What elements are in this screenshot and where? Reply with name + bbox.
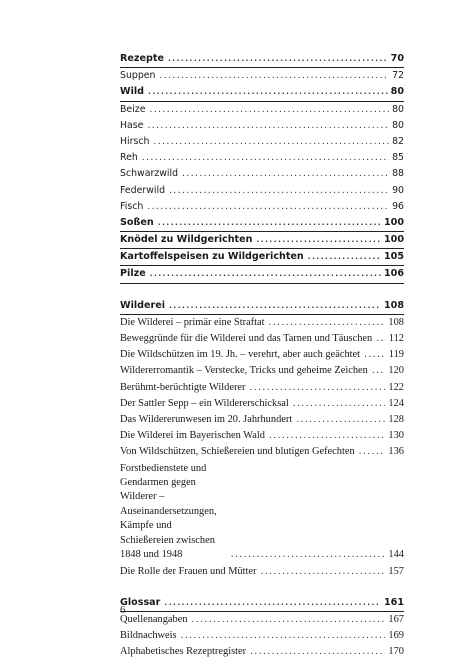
toc-entry: [120, 380, 404, 396]
toc-entry-title: Pilze: [120, 268, 146, 280]
toc-chapter-entry: [120, 51, 404, 67]
toc-entry-page: 88: [392, 168, 404, 180]
dot-leader: [260, 564, 386, 580]
toc-entry: [120, 347, 404, 363]
toc-entry-page: 167: [388, 613, 404, 625]
toc-entry-page: 108: [388, 316, 404, 328]
toc-entry-page: 112: [388, 333, 404, 344]
toc-entry-title: Die Wildschützen im 19. Jh. – verehrt, aber auch geächtet: [120, 349, 361, 361]
toc-entry-page: 128: [388, 413, 404, 425]
toc-entry: [120, 412, 404, 428]
toc-entry: [120, 461, 404, 565]
toc-entry-page: 85: [392, 152, 404, 164]
toc-entry: [120, 68, 404, 84]
toc-entry-page: 122: [388, 381, 404, 393]
section-gap: [120, 284, 404, 298]
dot-leader: [255, 232, 380, 248]
dot-leader: [153, 134, 390, 150]
toc-entry-title: Die Wilderei – primär eine Straftat: [120, 316, 265, 328]
toc-chapter-entry: [120, 232, 404, 248]
dot-leader: [180, 628, 386, 644]
dot-leader: [146, 118, 389, 134]
toc-entry-title: Soßen: [120, 216, 154, 228]
toc-entry-title: Beize: [120, 103, 146, 115]
toc-entry: [120, 363, 404, 379]
dot-leader: [147, 84, 388, 100]
toc-entry-title: Alphabetisches Rezeptregister: [120, 646, 247, 658]
toc-entry-page: 90: [392, 184, 404, 196]
toc-entry: [120, 199, 404, 215]
toc-entry-page: 106: [383, 268, 404, 280]
dot-leader: [146, 199, 389, 215]
dot-leader: [307, 249, 381, 265]
dot-leader: [371, 363, 386, 379]
toc-entry: [120, 644, 404, 660]
section-gap: [120, 581, 404, 595]
dot-leader: [168, 298, 381, 314]
toc-chapter-entry: [120, 215, 404, 231]
toc-entry-title: Suppen: [120, 70, 156, 82]
toc-entry-title: Das Wildererunwesen im 20. Jahrhundert: [120, 413, 293, 425]
toc-entry-title: Die Wilderei im Bayerischen Wald: [120, 430, 265, 442]
dot-leader: [268, 428, 385, 444]
dot-leader: [295, 412, 385, 428]
dot-leader: [268, 315, 386, 331]
toc-entry: [120, 183, 404, 199]
toc-chapter-entry: [120, 298, 404, 314]
toc-entry-page: 157: [388, 566, 404, 578]
toc-entry-title: Hase: [120, 119, 144, 131]
toc-entry-title: Bildnachweis: [120, 629, 177, 641]
toc-entry: [120, 428, 404, 444]
dot-leader: [141, 150, 389, 166]
dot-leader: [230, 548, 386, 562]
table-of-contents: [120, 51, 404, 660]
dot-leader: [292, 396, 386, 412]
toc-entry-title: Schwarzwild: [120, 168, 179, 180]
toc-entry-title: Hirsch: [120, 135, 150, 147]
toc-entry-page: 170: [388, 646, 404, 658]
toc-chapter-entry: [120, 595, 404, 611]
toc-entry-page: 130: [388, 430, 404, 442]
toc-entry: [120, 564, 404, 580]
toc-entry: [120, 134, 404, 150]
toc-entry-title: Berühmt-berüchtigte Wilderer: [120, 381, 246, 393]
toc-entry: [120, 444, 404, 460]
toc-entry: [120, 166, 404, 182]
toc-entry-page: 82: [392, 135, 404, 147]
toc-entry-title: Der Sattler Sepp – ein Wildererschicksal: [120, 397, 289, 409]
toc-entry-title: Glossar: [120, 596, 161, 608]
toc-entry-title: Kartoffelspeisen zu Wildgerichten: [120, 251, 304, 263]
toc-entry-page: 96: [392, 200, 404, 212]
toc-entry-page: 70: [390, 53, 404, 64]
toc-entry-page: 80: [390, 86, 404, 98]
toc-entry-page: 80: [392, 119, 404, 131]
toc-entry-title: Reh: [120, 152, 138, 164]
toc-entry-title: Wilderei: [120, 299, 166, 311]
toc-entry-title: Die Rolle der Frauen und Mütter: [120, 566, 257, 578]
toc-entry-page: 124: [388, 397, 404, 409]
toc-entry-title: Forstbedienstete und Gendarmen gegen Wilderer – Auseinandersetzungen, Kämpfe und Schießereien zwischen 1848 und 1948: [120, 462, 217, 560]
dot-leader: [249, 644, 385, 660]
dot-leader: [159, 68, 390, 84]
toc-entry-page: 161: [383, 596, 404, 608]
toc-entry-title: Federwild: [120, 184, 166, 196]
toc-entry: [120, 150, 404, 166]
toc-entry-title: Quellenangaben: [120, 613, 188, 625]
toc-chapter-entry: [120, 84, 404, 100]
toc-entry-page: 136: [388, 446, 404, 458]
toc-entry-page: 120: [388, 365, 404, 377]
dot-leader: [149, 266, 381, 282]
dot-leader: [358, 444, 386, 460]
toc-entry: [120, 612, 404, 628]
toc-entry-title: Wildererromantik – Verstecke, Tricks und geheime Zeichen: [120, 365, 368, 377]
toc-entry-page: 105: [383, 251, 404, 263]
toc-entry-title: Von Wildschützen, Schießereien und blutigen Gefechten: [120, 446, 355, 458]
toc-chapter-entry: [120, 266, 404, 282]
toc-entry-page: 72: [392, 70, 404, 82]
dot-leader: [157, 215, 381, 231]
dot-leader: [149, 102, 390, 118]
toc-entry-page: 119: [388, 349, 404, 361]
page-number: 6: [120, 604, 126, 616]
toc-entry-page: 169: [388, 629, 404, 641]
toc-entry-title: Fisch: [120, 200, 144, 212]
dot-leader: [181, 166, 389, 182]
toc-entry: [120, 628, 404, 644]
toc-entry-page: 80: [392, 103, 404, 115]
toc-entry: [120, 118, 404, 134]
toc-entry-title: Beweggründe für die Wilderei und das Tarnen und Täuschen: [120, 333, 373, 344]
dot-leader: [168, 183, 389, 199]
toc-entry-title: Wild: [120, 86, 145, 98]
dot-leader: [191, 612, 386, 628]
toc-entry: [120, 315, 404, 331]
toc-chapter-entry: [120, 249, 404, 265]
dot-leader: [363, 347, 386, 363]
toc-entry-page: 100: [383, 216, 404, 228]
dot-leader: [163, 595, 381, 611]
dot-leader: [375, 331, 386, 347]
toc-entry-title: Rezepte: [120, 53, 164, 64]
dot-leader: [248, 380, 385, 396]
toc-entry: [120, 396, 404, 412]
toc-entry-page: 144: [388, 548, 404, 560]
toc-entry-page: 108: [383, 299, 404, 311]
toc-entry: [120, 102, 404, 118]
toc-entry-page: 100: [383, 234, 404, 246]
toc-entry: [120, 331, 404, 347]
dot-leader: [167, 51, 388, 67]
toc-entry-title: Knödel zu Wildgerichten: [120, 234, 253, 246]
